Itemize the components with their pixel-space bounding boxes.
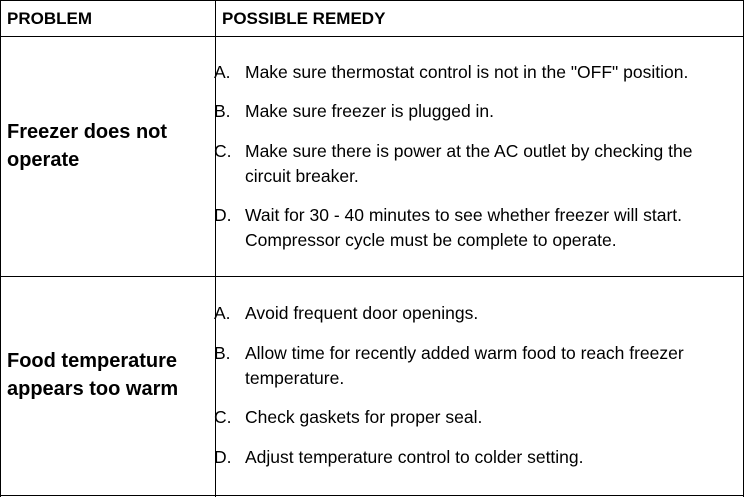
header-divider xyxy=(0,36,744,37)
remedy-item xyxy=(214,99,742,124)
remedy-text: Allow time for recently added warm food to reach freezer temperature. xyxy=(245,343,684,388)
remedy-text: Wait for 30 - 40 minutes to see whether freezer will start. Compressor cycle must be complete to operate. xyxy=(245,205,683,250)
remedy-letter: D. xyxy=(214,205,232,225)
header-possible-remedy: POSSIBLE REMEDY xyxy=(222,9,386,28)
remedy-letter: A. xyxy=(214,62,231,82)
remedy-letter: A. xyxy=(214,303,231,323)
remedy-text: Make sure thermostat control is not in the "OFF" position. xyxy=(245,62,689,82)
remedy-item xyxy=(214,405,742,430)
remedy-item xyxy=(214,203,742,253)
remedy-letter: D. xyxy=(214,447,232,467)
remedy-item xyxy=(214,445,742,470)
remedy-item xyxy=(214,341,742,391)
remedy-text: Check gaskets for proper seal. xyxy=(245,407,483,427)
problem-freezer-does-not-operate xyxy=(7,118,167,174)
problem-line: Food temperature xyxy=(7,350,178,372)
table-border-right xyxy=(743,0,744,497)
remedy-item xyxy=(214,60,742,85)
remedy-item xyxy=(214,139,742,189)
problem-line: Freezer does not xyxy=(7,121,168,143)
table-border-left xyxy=(0,0,1,497)
table-border-bottom xyxy=(0,495,744,496)
remedy-letter: B. xyxy=(214,343,231,363)
row-divider xyxy=(0,276,744,277)
problem-food-temperature-too-warm xyxy=(7,347,178,403)
remedy-text: Avoid frequent door openings. xyxy=(245,303,479,323)
remedy-item xyxy=(214,301,742,326)
remedy-text: Make sure freezer is plugged in. xyxy=(245,101,495,121)
remedy-letter: C. xyxy=(214,141,232,161)
remedy-text: Make sure there is power at the AC outlet by checking the circuit breaker. xyxy=(245,141,693,186)
table-border-top xyxy=(0,0,744,1)
remedy-letter: B. xyxy=(214,101,231,121)
problem-line: operate xyxy=(7,149,80,171)
remedy-text: Adjust temperature control to colder setting. xyxy=(245,447,584,467)
problem-line: appears too warm xyxy=(7,378,179,400)
header-problem: PROBLEM xyxy=(7,9,92,28)
remedy-letter: C. xyxy=(214,407,232,427)
